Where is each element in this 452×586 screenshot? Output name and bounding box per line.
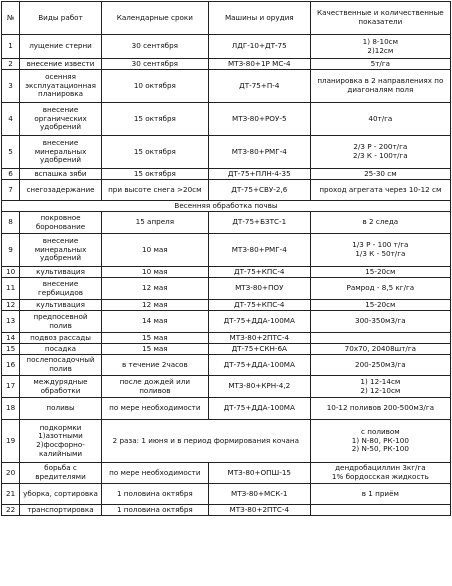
machines: ДТ-75+СКН-6А [208, 344, 310, 355]
row-number: 3 [2, 70, 20, 103]
row-number: 10 [2, 267, 20, 278]
quality-indicators: в 1 приём [310, 484, 450, 505]
calendar-date: при высоте снега >20см [101, 180, 208, 201]
machines: МТЗ-80+КРН-4,2 [208, 376, 310, 398]
machines: МТЗ-80+1Р МС-4 [208, 59, 310, 70]
machines: ДТ-75+КПС-4 [208, 267, 310, 278]
calendar-date: по мере необходимости [101, 463, 208, 484]
quality-indicators: 15-20см [310, 300, 450, 311]
table-row [2, 59, 451, 70]
work-type: транспортировка [20, 505, 102, 516]
work-type: борьба с вредителями [20, 463, 102, 484]
calendar-date: 15 апреля [101, 212, 208, 234]
row-number: 13 [2, 311, 20, 333]
work-type: культивация [20, 267, 102, 278]
section-title: Весенняя обработка почвы [2, 201, 451, 212]
row-number: 12 [2, 300, 20, 311]
table-row [2, 463, 451, 484]
calendar-date: 15 октября [101, 136, 208, 169]
table-row [2, 267, 451, 278]
row-number: 4 [2, 103, 20, 136]
row-number: 21 [2, 484, 20, 505]
quality-indicators: 2/3 Р - 200т/га 2/3 К - 100т/га [310, 136, 450, 169]
table-row [2, 136, 451, 169]
machines: ДТ-75+П-4 [208, 70, 310, 103]
header-num: № [2, 2, 20, 35]
date-and-machines: 2 раза: 1 июня и в период формирования кочана [101, 420, 310, 463]
row-number: 5 [2, 136, 20, 169]
calendar-date: по мере необходимости [101, 398, 208, 420]
machines: МТЗ-80+ПОУ [208, 278, 310, 300]
row-number: 22 [2, 505, 20, 516]
work-type: уборка, сортировка [20, 484, 102, 505]
calendar-date: 15 октября [101, 169, 208, 180]
work-type: посадка [20, 344, 102, 355]
calendar-date: 12 мая [101, 278, 208, 300]
agrotech-table [1, 1, 451, 516]
table-row [2, 484, 451, 505]
quality-indicators: планировка в 2 направлениях по диагоналям поля [310, 70, 450, 103]
calendar-date: 30 сентября [101, 59, 208, 70]
quality-indicators: 1/3 Р - 100 т/га 1/3 К - 50т/га [310, 234, 450, 267]
row-number: 11 [2, 278, 20, 300]
work-type: лущение стерни [20, 35, 102, 59]
machines: МТЗ-80+РМГ-4 [208, 234, 310, 267]
work-type: осенняя эксплуатационная планировка [20, 70, 102, 103]
work-type: внесение минеральных удобрений [20, 234, 102, 267]
work-type: вспашка зяби [20, 169, 102, 180]
work-type: покровное боронование [20, 212, 102, 234]
row-number: 15 [2, 344, 20, 355]
header-work: Виды работ [20, 2, 102, 35]
calendar-date: 1 половина октября [101, 484, 208, 505]
work-type: внесение минеральных удобрений [20, 136, 102, 169]
table-row [2, 505, 451, 516]
calendar-date: 12 мая [101, 300, 208, 311]
table-row [2, 333, 451, 344]
quality-indicators: 1) 12-14см 2) 12-10см [310, 376, 450, 398]
machines: ДТ-75+БЗТС-1 [208, 212, 310, 234]
machines: МТЗ-80+2ПТС-4 [208, 333, 310, 344]
row-number: 2 [2, 59, 20, 70]
calendar-date: 15 мая [101, 344, 208, 355]
machines: ДТ-75+ПЛН-4-35 [208, 169, 310, 180]
calendar-date: 14 мая [101, 311, 208, 333]
row-number: 17 [2, 376, 20, 398]
quality-indicators: 10-12 поливов 200-500м3/га [310, 398, 450, 420]
quality-indicators [310, 505, 450, 516]
work-type: подкормки 1)азотными 2)фосфорно-калийными [20, 420, 102, 463]
work-type: подвоз рассады [20, 333, 102, 344]
quality-indicators: 15-20см [310, 267, 450, 278]
work-type: предпосевной полив [20, 311, 102, 333]
table-row [2, 35, 451, 59]
table-row [2, 300, 451, 311]
work-type: культивация [20, 300, 102, 311]
machines: МТЗ-80+2ПТС-4 [208, 505, 310, 516]
row-number: 16 [2, 355, 20, 376]
table-row [2, 234, 451, 267]
machines: ДТ-75+ДДА-100МА [208, 311, 310, 333]
machines: МТЗ-80+РМГ-4 [208, 136, 310, 169]
table-row [2, 420, 451, 463]
row-number: 8 [2, 212, 20, 234]
machines: ДТ-75+СВУ-2,6 [208, 180, 310, 201]
calendar-date: 30 сентября [101, 35, 208, 59]
row-number: 18 [2, 398, 20, 420]
header-quality: Качественные и количественные показатели [310, 2, 450, 35]
table-body [2, 2, 451, 516]
header-machines: Машины и орудия [208, 2, 310, 35]
table-row [2, 180, 451, 201]
row-number: 7 [2, 180, 20, 201]
calendar-date: в течение 2часов [101, 355, 208, 376]
work-type: внесение органических удобрений [20, 103, 102, 136]
table-row [2, 376, 451, 398]
table-row [2, 212, 451, 234]
header-row [2, 2, 451, 35]
work-type: внесение извести [20, 59, 102, 70]
quality-indicators: 40т/га [310, 103, 450, 136]
work-type: поливы [20, 398, 102, 420]
table-row [2, 70, 451, 103]
row-number: 9 [2, 234, 20, 267]
calendar-date: 10 мая [101, 267, 208, 278]
quality-indicators [310, 333, 450, 344]
work-type: междурядные обработки [20, 376, 102, 398]
table-row [2, 278, 451, 300]
machines: ДТ-75+КПС-4 [208, 300, 310, 311]
quality-indicators: с поливом 1) N-80, РК-100 2) N-50, РК-100 [310, 420, 450, 463]
calendar-date: 15 октября [101, 103, 208, 136]
machines: ЛДГ-10+ДТ-75 [208, 35, 310, 59]
quality-indicators: проход агрегата через 10-12 см [310, 180, 450, 201]
machines: МТЗ-80+РОУ-5 [208, 103, 310, 136]
work-type: послепосадочный полив [20, 355, 102, 376]
work-type: снегозадержание [20, 180, 102, 201]
calendar-date: 10 мая [101, 234, 208, 267]
table-row [2, 355, 451, 376]
quality-indicators: 25-30 см [310, 169, 450, 180]
quality-indicators: в 2 следа [310, 212, 450, 234]
machines: ДТ-75+ДДА-100МА [208, 355, 310, 376]
calendar-date: 1 половина октября [101, 505, 208, 516]
table-row [2, 311, 451, 333]
row-number: 6 [2, 169, 20, 180]
machines: МТЗ-80+ОПШ-15 [208, 463, 310, 484]
row-number: 20 [2, 463, 20, 484]
work-type: внесение гербицидов [20, 278, 102, 300]
section-row [2, 201, 451, 212]
quality-indicators: 70х70, 20408шт/га [310, 344, 450, 355]
row-number: 19 [2, 420, 20, 463]
calendar-date: 10 октября [101, 70, 208, 103]
row-number: 1 [2, 35, 20, 59]
machines: МТЗ-80+МСК-1 [208, 484, 310, 505]
table-row [2, 398, 451, 420]
quality-indicators: Рамрод - 8,5 кг/га [310, 278, 450, 300]
quality-indicators: 200-250м3/га [310, 355, 450, 376]
calendar-date: 15 мая [101, 333, 208, 344]
quality-indicators: 300-350м3/га [310, 311, 450, 333]
row-number: 14 [2, 333, 20, 344]
table-row [2, 103, 451, 136]
header-date: Календарные сроки [101, 2, 208, 35]
table-row [2, 344, 451, 355]
table-row [2, 169, 451, 180]
calendar-date: после дождей или поливов [101, 376, 208, 398]
quality-indicators: 1) 8-10см 2)12см [310, 35, 450, 59]
quality-indicators: дендробациллин 3кг/га 1% бордосская жидкость [310, 463, 450, 484]
quality-indicators: 5т/га [310, 59, 450, 70]
machines: ДТ-75+ДДА-100МА [208, 398, 310, 420]
